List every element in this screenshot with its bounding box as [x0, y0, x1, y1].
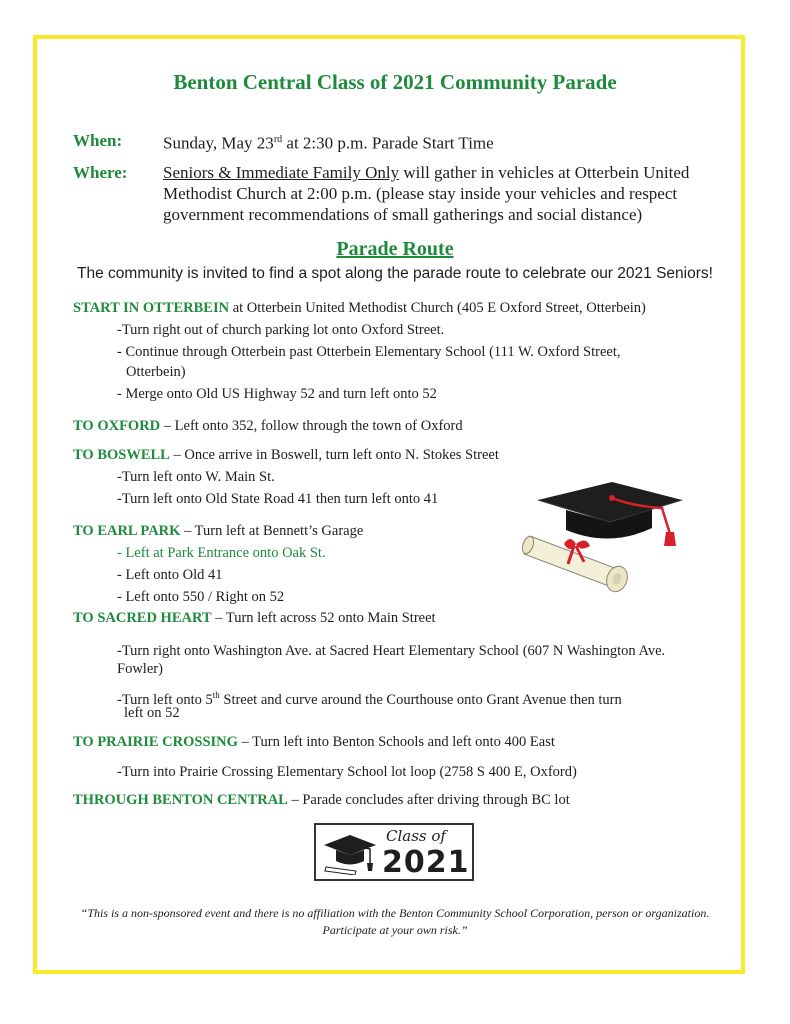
diploma-icon — [520, 535, 631, 595]
disclaimer: “This is a non-sponsored event and there is no affiliation with the Benton Community School Corporation, person or organization. Participate at your own risk.” — [80, 906, 710, 937]
invite-text: The community is invited to find a spot along the parade route to celebrate our 2021 Seniors! — [77, 265, 713, 282]
step-earlpark-1: - Left at Park Entrance onto Oak St. — [117, 545, 326, 561]
step-start-3: - Merge onto Old US Highway 52 and turn left onto 52 — [117, 386, 437, 402]
step-start-2: - Continue through Otterbein past Otterbein Elementary School (111 W. Oxford Street, — [117, 344, 621, 360]
leg-through-bc: THROUGH BENTON CENTRAL – Parade concludes after driving through BC lot — [73, 792, 570, 808]
leg-start: START IN OTTERBEIN at Otterbein United Methodist Church (405 E Oxford Street, Otterbein) — [73, 300, 646, 316]
class-of-2021-badge — [314, 823, 474, 881]
route-heading: Parade Route — [336, 238, 454, 260]
step-sacred-2b: left on 52 — [124, 705, 180, 721]
step-sacred-2: -Turn left onto 5th Street and curve around the Courthouse onto Grant Avenue then turn — [117, 690, 622, 708]
leg-boswell: TO BOSWELL – Once arrive in Boswell, turn left onto N. Stokes Street — [73, 447, 499, 463]
when-label: When: — [73, 131, 123, 150]
step-boswell-2: -Turn left onto Old State Road 41 then turn left onto 41 — [117, 491, 439, 507]
leg-earlpark: TO EARL PARK – Turn left at Bennett’s Garage — [73, 523, 364, 539]
step-start-2b: Otterbein) — [126, 364, 186, 380]
graduation-cap-icon — [520, 478, 685, 598]
step-prairie-1: -Turn into Prairie Crossing Elementary School lot loop (2758 S 400 E, Oxford) — [117, 764, 577, 780]
where-text: Seniors & Immediate Family Only will gather in vehicles at Otterbein United Methodist Church at 2:00 p.m. (please stay inside your vehicles and respect government recommendations of small gatherings and social distance) — [163, 163, 690, 224]
page-title: Benton Central Class of 2021 Community Parade — [173, 70, 617, 94]
step-earlpark-3: - Left onto 550 / Right on 52 — [117, 589, 285, 605]
badge-class-of: Class of — [386, 827, 446, 845]
step-sacred-1: -Turn right onto Washington Ave. at Sacred Heart Elementary School (607 N Washington Ave. — [117, 643, 666, 659]
where-label: Where: — [73, 163, 128, 182]
mortarboard-icon — [320, 831, 380, 875]
step-boswell-1: -Turn left onto W. Main St. — [117, 469, 275, 485]
step-start-1: -Turn right out of church parking lot onto Oxford Street. — [117, 322, 445, 338]
step-earlpark-2: - Left onto Old 41 — [117, 567, 223, 583]
step-sacred-1b: Fowler) — [117, 661, 163, 677]
leg-oxford: TO OXFORD – Left onto 352, follow through the town of Oxford — [73, 418, 463, 434]
leg-sacredheart: TO SACRED HEART – Turn left across 52 onto Main Street — [73, 610, 436, 626]
badge-year: 2021 — [382, 845, 470, 880]
when-text: Sunday, May 23rd at 2:30 p.m. Parade Start Time — [163, 133, 494, 153]
leg-prairie: TO PRAIRIE CROSSING – Turn left into Benton Schools and left onto 400 East — [73, 734, 555, 750]
